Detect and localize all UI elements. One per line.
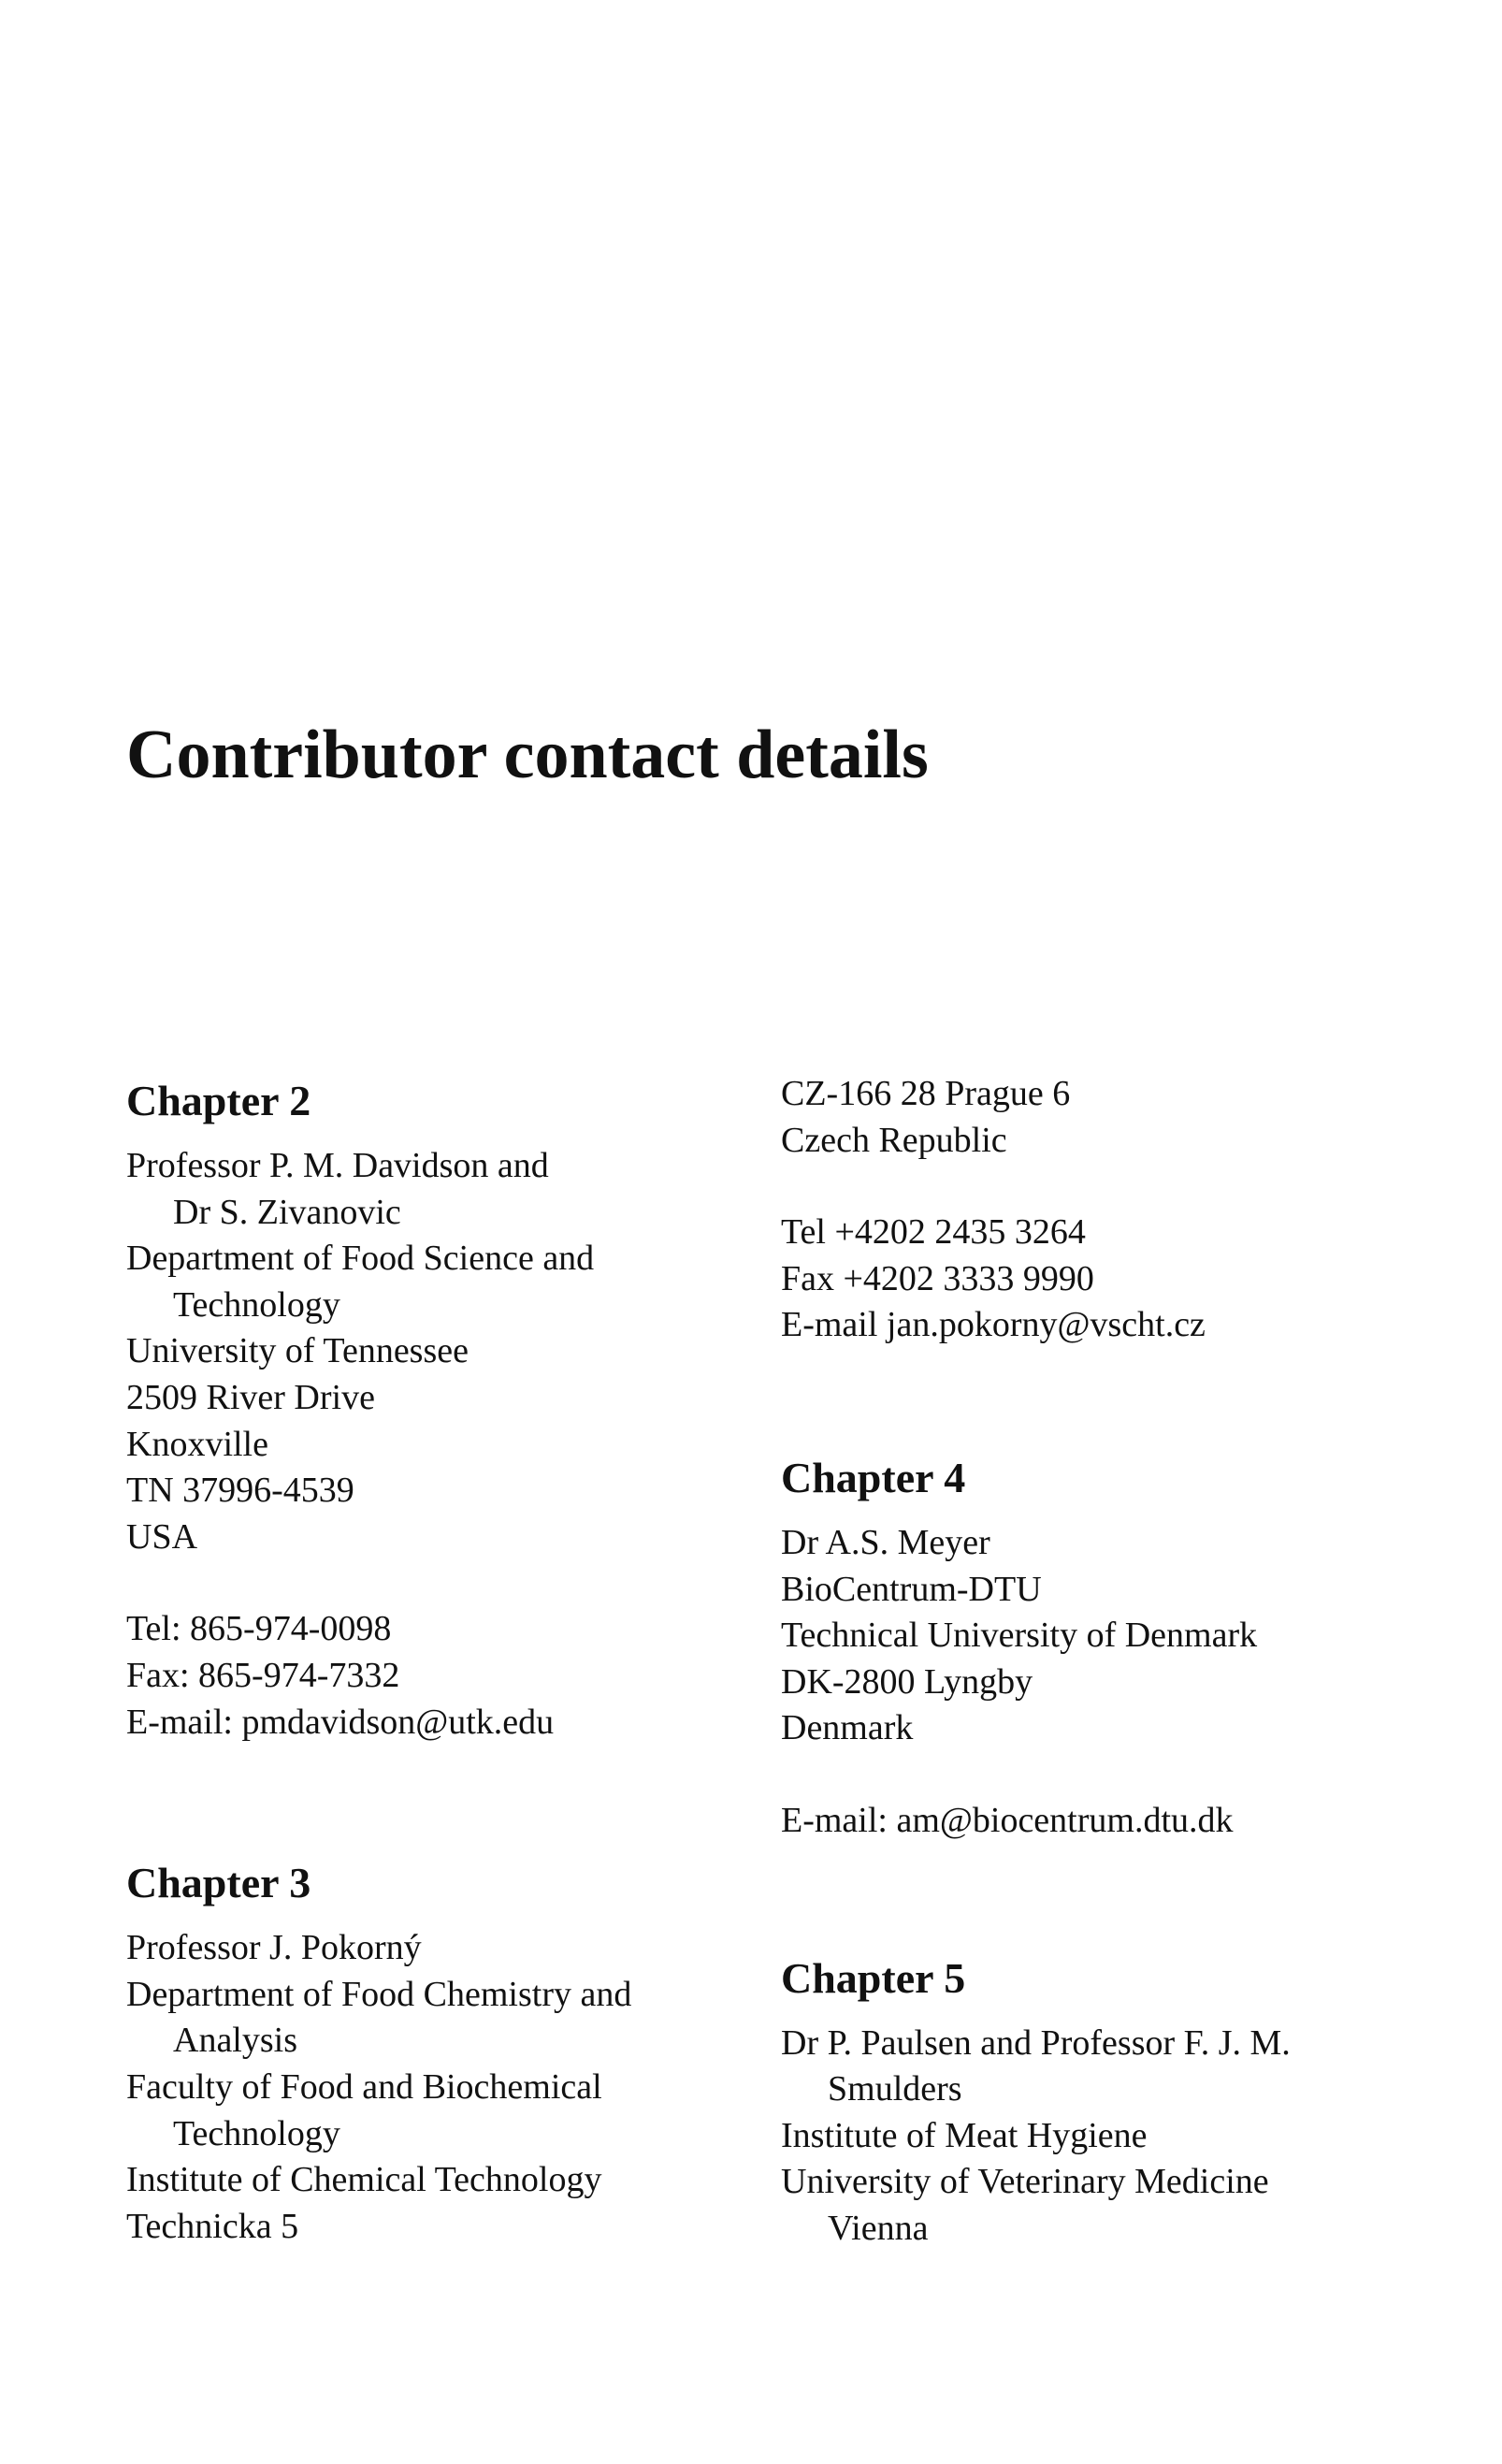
chapter-3-continued-address [781,1071,1464,1164]
chapter-4-section [781,1448,1464,1845]
address-line: Technology [173,1284,340,1325]
chapter-4-contact [781,1798,1464,1845]
chapter-2-address [126,1143,734,1560]
address-line: Institute of Chemical Technology [126,2160,602,2200]
address-line: Department of Food Science and [126,1239,595,1279]
address-line: Technicka 5 [126,2206,299,2246]
chapter-3-continued-section [781,1071,1464,1349]
chapter-3-address [126,1925,734,2250]
address-line: University of Veterinary Medicine [781,2162,1269,2202]
chapter-3-contact [781,1210,1464,1349]
chapter-5-address [781,2021,1464,2253]
address-line: USA [126,1516,198,1557]
right-column [781,1071,1464,2253]
fax-line: Fax +4202 3333 9990 [781,1258,1094,1298]
address-line: Czech Republic [781,1120,1007,1160]
address-line: Dr P. Paulsen and Professor F. J. M. [781,2022,1291,2063]
address-line: Dr A.S. Meyer [781,1522,990,1562]
chapter-5-heading: Chapter 5 [781,1953,966,2002]
chapter-2-section [126,1071,734,1746]
address-line: Technical University of Denmark [781,1616,1258,1656]
address-line: Smulders [828,2069,962,2109]
address-line: Analysis [173,2021,297,2061]
chapter-2-heading: Chapter 2 [126,1077,311,1124]
address-line: Denmark [781,1708,914,1748]
page-title: Contributor contact details [126,717,929,793]
address-line: Professor P. M. Davidson and [126,1146,549,1185]
address-line: Department of Food Chemistry and [126,1974,632,2014]
address-line: Knoxville [126,1424,268,1464]
address-line: Institute of Meat Hygiene [781,2115,1148,2155]
fax-line: Fax: 865-974-7332 [126,1655,400,1695]
chapter-3-heading: Chapter 3 [126,1859,311,1907]
email-line: E-mail: pmdavidson@utk.edu [126,1702,555,1742]
address-line: DK-2800 Lyngby [781,1661,1033,1702]
address-line: CZ-166 28 Prague 6 [781,1074,1071,1113]
chapter-4-heading: Chapter 4 [781,1453,966,1501]
chapter-3-section [126,1853,734,2250]
address-line: BioCentrum-DTU [781,1569,1042,1609]
address-line: 2509 River Drive [126,1377,375,1417]
left-column [126,1071,734,2250]
phone-line: Tel +4202 2435 3264 [781,1212,1086,1253]
address-line: University of Tennessee [126,1331,469,1371]
email-line: E-mail: am@biocentrum.dtu.dk [781,1800,1234,1840]
address-line: Faculty of Food and Biochemical [126,2066,602,2107]
chapter-5-section [781,1949,1464,2253]
address-line: Vienna [828,2208,929,2248]
address-line: Technology [173,2113,340,2153]
address-line: Dr S. Zivanovic [173,1192,401,1232]
address-line: Professor J. Pokorný [126,1928,422,1968]
chapter-2-contact [126,1606,734,1746]
address-line: TN 37996-4539 [126,1471,354,1511]
email-line: E-mail jan.pokorny@vscht.cz [781,1305,1206,1345]
chapter-4-address [781,1520,1464,1752]
phone-line: Tel: 865-974-0098 [126,1609,392,1649]
